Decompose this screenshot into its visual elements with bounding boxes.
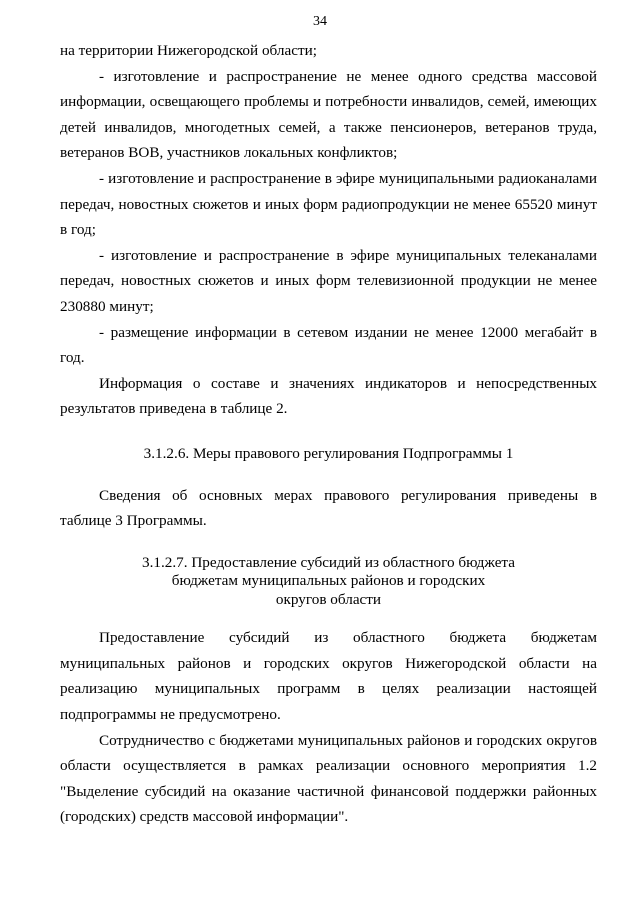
heading-line: бюджетам муниципальных районов и городских xyxy=(171,572,486,590)
list-item-media-outlet: - изготовление и распространение не менее одного средства массовой информации, освещающего проблемы и потребности инвалидов, семей, имеющих детей инвалидов, многодетных семей, а также пенсионеров, ветеранов труда, ветеранов ВОВ, участников локальных конфликтов; xyxy=(60,67,597,162)
list-item-online: - размещение информации в сетевом издании не менее 12000 мегабайт в год. xyxy=(60,323,597,367)
list-item-tv: - изготовление и распространение в эфире муниципальных телеканалами передач, новостных сюжетов и иных форм телевизионной продукции не менее 230880 минут; xyxy=(60,246,597,315)
document-body xyxy=(60,38,597,830)
page-number: 34 xyxy=(313,14,327,29)
paragraph-continuation: на территории Нижегородской области; xyxy=(60,42,317,59)
list-item-radio: - изготовление и распространение в эфире муниципальными радиоканалами передач, новостных сюжетов и иных форм радиопродукции не менее 65520 минут в год; xyxy=(60,169,597,239)
paragraph-indicators: Информация о составе и значениях индикаторов и непосредственных результатов приведена в таблице 2. xyxy=(60,374,597,418)
section-heading-legal-regulation: 3.1.2.6. Меры правового регулирования Подпрограммы 1 xyxy=(143,444,514,462)
paragraph-subsidies: Предоставление субсидий из областного бюджета бюджетам муниципальных районов и городских округов Нижегородской области на реализацию муниципальных программ в целях реализации настоящей подпрограммы не предусмотрено. xyxy=(60,629,597,723)
heading-line: 3.1.2.7. Предоставление субсидий из областного бюджета xyxy=(141,553,515,571)
paragraph-cooperation: Сотрудничество с бюджетами муниципальных районов и городских округов области осуществляется в рамках реализации основного мероприятия 1.2 "Выделение субсидий на оказание частичной финансовой поддержки районных (городских) средств массовой информации". xyxy=(60,731,597,826)
section-heading-subsidies xyxy=(60,554,597,610)
paragraph-legal-regulation: Сведения об основных мерах правового регулирования приведены в таблице 3 Программы. xyxy=(60,486,597,530)
heading-line: округов области xyxy=(275,590,382,608)
